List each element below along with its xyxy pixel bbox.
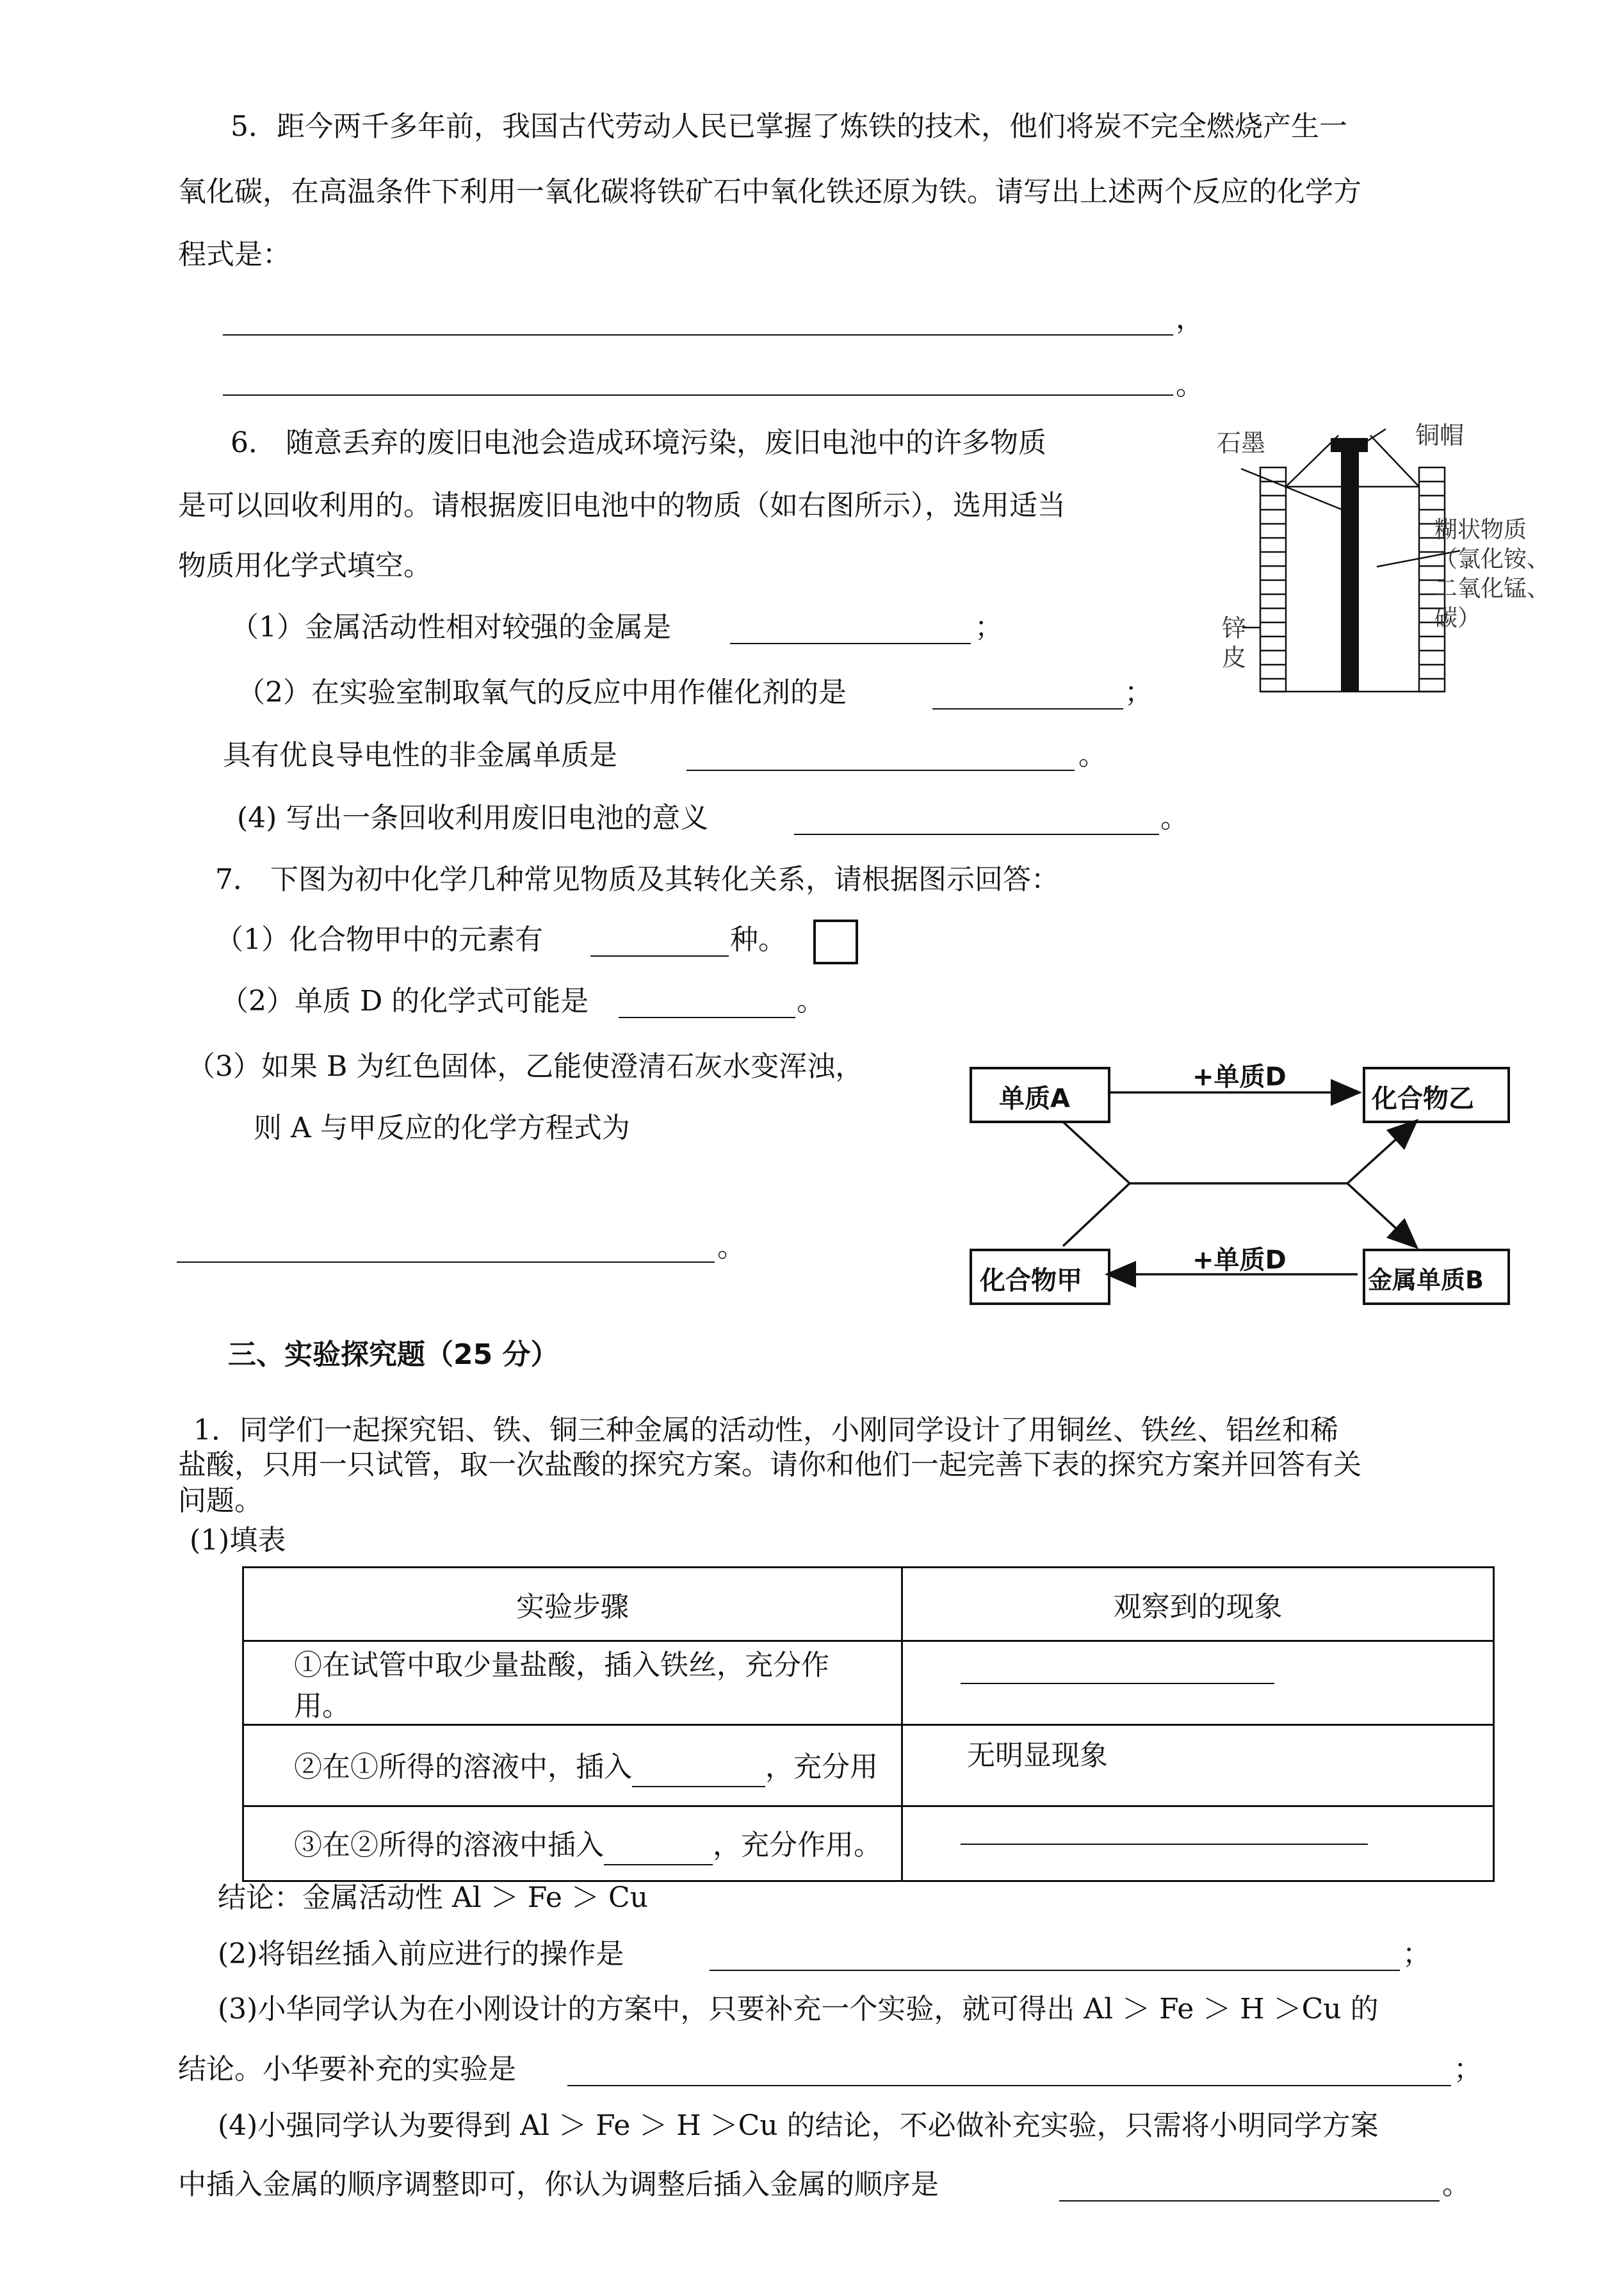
graphite-pointer bbox=[1241, 469, 1349, 512]
row-3-step bbox=[243, 1806, 902, 1881]
q7-part-3a: （3）如果 B 为红色固体，乙能使澄清石灰水变浑浊， bbox=[187, 1050, 864, 1083]
q7-part-1b: 种。 bbox=[730, 923, 786, 956]
q7-part-3b: 则 A 与甲反应的化学方程式为 bbox=[254, 1112, 630, 1144]
s3-part-4-line-2: 中插入金属的顺序调整即可，你认为调整后插入金属的顺序是 bbox=[178, 2168, 939, 2201]
row-2-step-a: ②在①所得的溶液中，插入 bbox=[294, 1751, 632, 1783]
q7-part-2a: （2）单质 D 的化学式可能是 bbox=[220, 985, 589, 1018]
q6-part-4: (4) 写出一条回收利用废旧电池的意义 bbox=[237, 802, 709, 834]
q5-line-2: 氧化碳，在高温条件下利用一氧化碳将铁矿石中氧化铁还原为铁。请写出上述两个反应的化学方 bbox=[178, 175, 1361, 208]
battery-label-paste-2: （氯化铵、 bbox=[1434, 546, 1550, 572]
s3-part-2-end: ； bbox=[1402, 1938, 1431, 1970]
arrow-to-yi bbox=[1347, 1122, 1415, 1183]
row-3-step-a: ③在②所得的溶液中插入 bbox=[294, 1829, 604, 1861]
table-row bbox=[243, 1641, 1494, 1725]
graphite-rod bbox=[1341, 452, 1359, 692]
node-compound-jia-label: 化合物甲 bbox=[980, 1266, 1082, 1295]
answer-box[interactable] bbox=[813, 920, 858, 964]
q7-part-3-blank[interactable] bbox=[177, 1261, 715, 1263]
s3-part-4-end: 。 bbox=[1442, 2168, 1470, 2201]
row-3-observation-blank[interactable] bbox=[961, 1842, 1368, 1845]
q6-part-2b: 具有优良导电性的非金属单质是 bbox=[223, 739, 617, 772]
s3-part-4-blank[interactable] bbox=[1059, 2200, 1440, 2202]
q7-part-1a: （1）化合物甲中的元素有 bbox=[215, 923, 543, 956]
q6-part-2: （2）在实验室制取氧气的反应中用作催化剂的是 bbox=[237, 676, 847, 709]
q6-line-3: 物质用化学式填空。 bbox=[178, 549, 432, 582]
q7-part-3-end: 。 bbox=[717, 1231, 745, 1263]
s3-part-4-line-1: (4)小强同学认为要得到 Al ＞ Fe ＞ H ＞Cu 的结论，不必做补充实验，只需将小明同学方案 bbox=[218, 2109, 1379, 2142]
arrow-to-b bbox=[1347, 1183, 1415, 1246]
q5-answer-blank-2[interactable] bbox=[223, 394, 1173, 396]
table-row bbox=[243, 1725, 1494, 1806]
q6-part-1-blank[interactable] bbox=[730, 643, 971, 644]
battery-label-zinc-1: 锌 bbox=[1222, 614, 1247, 642]
q5-line-3: 程式是： bbox=[178, 238, 291, 271]
battery-label-copper-cap: 铜帽 bbox=[1415, 421, 1465, 450]
q6-part-4-blank[interactable] bbox=[794, 834, 1159, 835]
q7-part-2b: 。 bbox=[797, 985, 825, 1018]
experiment-table bbox=[242, 1566, 1495, 1882]
s3-part-2: (2)将铝丝插入前应进行的操作是 bbox=[218, 1938, 624, 1970]
row-3-observation bbox=[902, 1806, 1494, 1881]
header-observation: 观察到的现象 bbox=[902, 1568, 1494, 1641]
q6-part-1-end: ； bbox=[975, 611, 1003, 644]
battery-label-paste-3: 二氧化锰、 bbox=[1434, 576, 1550, 602]
battery-label-paste-4: 碳） bbox=[1434, 605, 1481, 631]
q7-line-1: 7． 下图为初中化学几种常见物质及其转化关系，请根据图示回答： bbox=[215, 863, 1059, 896]
top-arrow-label: +单质D bbox=[1192, 1062, 1287, 1092]
s3-part-3-end: ； bbox=[1454, 2053, 1482, 2086]
row-2-observation: 无明显现象 bbox=[902, 1725, 1494, 1806]
row-2-step bbox=[243, 1725, 902, 1806]
s3-q1-line-2: 盐酸，只用一只试管，取一次盐酸的探究方案。请你和他们一起完善下表的探究方案并回答有关 bbox=[178, 1448, 1361, 1481]
q6-part-4-end: 。 bbox=[1160, 802, 1189, 834]
s3-q1-line-3: 问题。 bbox=[178, 1484, 263, 1517]
row-2-blank[interactable] bbox=[632, 1753, 765, 1787]
q6-line-2: 是可以回收利用的。请根据废旧电池中的物质（如右图所示），选用适当 bbox=[178, 489, 1066, 522]
s3-q1-line-1: 1．同学们一起探究铝、铁、铜三种金属的活动性，小刚同学设计了用铜丝、铁丝、铝丝和稀 bbox=[193, 1414, 1338, 1447]
section-3-heading: 三、实验探究题（25 分） bbox=[228, 1338, 559, 1371]
row-2-step-b: ，充分用 bbox=[765, 1751, 878, 1783]
bottom-arrow-label: +单质D bbox=[1192, 1245, 1287, 1275]
reaction-line-a bbox=[1063, 1122, 1130, 1183]
s3-part-3-line-2: 结论。小华要补充的实验是 bbox=[178, 2053, 516, 2086]
s3-part-2-blank[interactable] bbox=[710, 1970, 1400, 1971]
q6-part-2b-blank[interactable] bbox=[686, 770, 1075, 771]
header-step: 实验步骤 bbox=[243, 1568, 902, 1641]
q6-part-2b-end: 。 bbox=[1078, 739, 1107, 772]
node-single-a-label: 单质A bbox=[999, 1084, 1070, 1114]
battery-label-paste-1: 糊状物质 bbox=[1434, 517, 1527, 543]
q5-line-1: 5．距今两千多年前，我国古代劳动人民已掌握了炼铁的技术，他们将炭不完全燃烧产生一 bbox=[231, 110, 1347, 143]
q7-part-2-blank[interactable] bbox=[619, 1017, 795, 1018]
q6-line-1: 6． 随意丢弃的废旧电池会造成环境污染，废旧电池中的许多物质 bbox=[231, 426, 1046, 459]
q6-part-2-end: ； bbox=[1125, 676, 1153, 709]
table-row bbox=[243, 1806, 1494, 1881]
battery-label-graphite: 石墨 bbox=[1217, 429, 1266, 457]
s3-part-3-line-1: (3)小华同学认为在小刚设计的方案中，只要补充一个实验，就可得出 Al ＞ Fe ＞ H ＞Cu 的 bbox=[218, 1993, 1379, 2025]
battery-label-zinc-2: 皮 bbox=[1222, 644, 1247, 672]
q5-sep-1: ， bbox=[1176, 302, 1204, 335]
conversion-arrows bbox=[961, 1050, 1524, 1319]
q6-part-1: （1）金属活动性相对较强的金属是 bbox=[231, 611, 671, 644]
conclusion: 结论：金属活动性 Al ＞ Fe ＞ Cu bbox=[218, 1881, 648, 1914]
copper-cap bbox=[1331, 438, 1368, 452]
table-header-row bbox=[243, 1568, 1494, 1641]
q7-part-1-blank[interactable] bbox=[590, 955, 729, 957]
row-1-observation-blank[interactable] bbox=[961, 1682, 1274, 1684]
reaction-line-jia bbox=[1063, 1183, 1130, 1246]
row-3-step-b: ，充分作用。 bbox=[713, 1829, 882, 1861]
q5-sep-2: 。 bbox=[1176, 369, 1204, 401]
s3-fill-table: (1)填表 bbox=[190, 1524, 286, 1557]
q6-part-2-blank[interactable] bbox=[932, 708, 1123, 710]
node-compound-yi-label: 化合物乙 bbox=[1372, 1084, 1474, 1114]
s3-part-3-blank[interactable] bbox=[567, 2085, 1451, 2086]
row-1-observation bbox=[902, 1641, 1494, 1725]
q5-answer-blank-1[interactable] bbox=[223, 334, 1173, 336]
node-metal-b-label: 金属单质B bbox=[1368, 1266, 1484, 1294]
row-1-step: ①在试管中取少量盐酸，插入铁丝，充分作用。 bbox=[243, 1641, 902, 1725]
row-3-blank[interactable] bbox=[604, 1831, 713, 1865]
